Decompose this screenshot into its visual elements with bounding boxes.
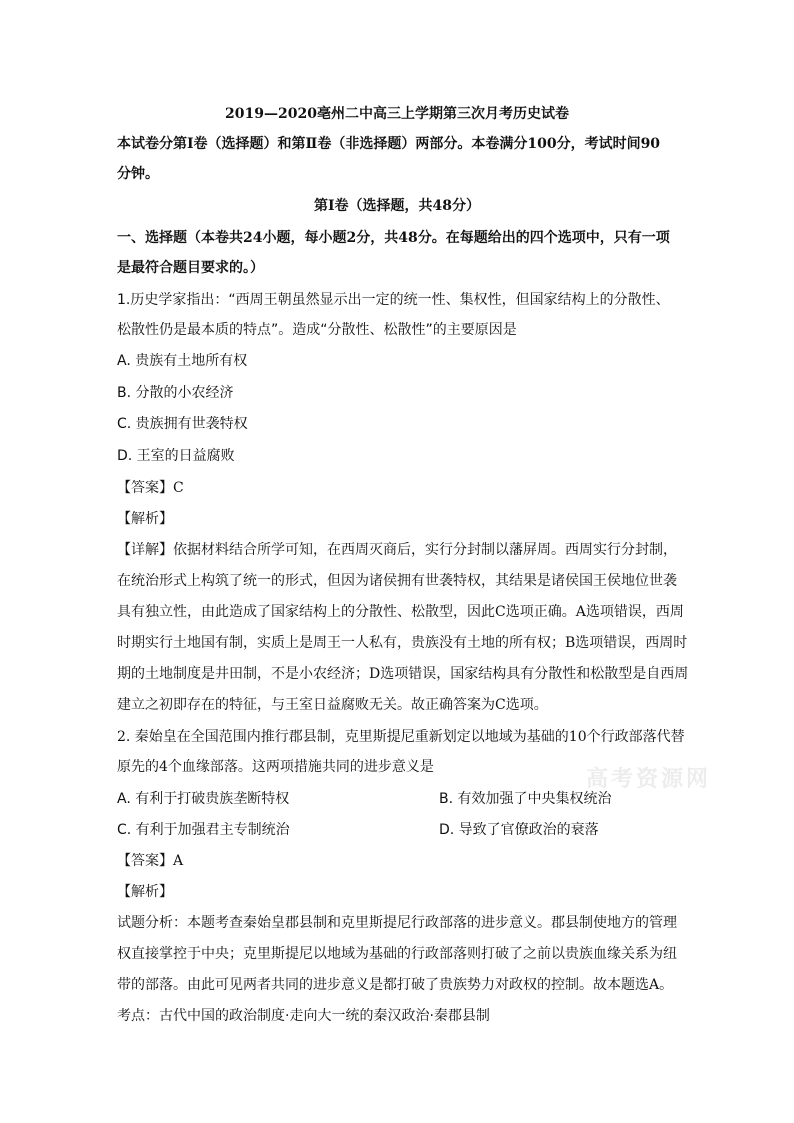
q2-option-b: B. 有效加强了中央集权统治 bbox=[439, 791, 612, 807]
q2-analysis-line: 试题分析：本题考查秦始皇郡县制和克里斯提尼行政部落的进步意义。郡县制使地方的管理 bbox=[117, 915, 677, 931]
q1-detail-line: 期的土地制度是井田制，不是小农经济；D选项错误，国家结构具有分散性和松散型是自西周 bbox=[117, 666, 689, 682]
q1-option-b: B. 分散的小农经济 bbox=[117, 385, 234, 401]
q2-stem-line-2: 原先的4个血缘部落。这两项措施共同的进步意义是 bbox=[117, 759, 434, 775]
q2-answer: 【答案】A bbox=[117, 853, 184, 869]
q1-stem-line-1: 1.历史学家指出：“西周王朝虽然显示出一定的统一性、集权性，但国家结构上的分散性、 bbox=[117, 292, 670, 308]
section-heading-line-1: 一、选择题（本卷共24小题，每小题2分，共48分。在每题给出的四个选项中，只有一项 bbox=[117, 230, 670, 246]
section-heading-line-2: 是最符合题目要求的。） bbox=[117, 260, 264, 276]
q2-analysis-line: 带的部落。由此可见两者共同的进步意义是都打破了贵族势力对政权的控制。故本题选A。 bbox=[117, 977, 674, 993]
watermark-text: 高考资源网 bbox=[586, 767, 712, 792]
q1-option-c: C. 贵族拥有世袭特权 bbox=[117, 416, 248, 432]
q2-analysis-line: 考点：古代中国的政治制度·走向大一统的秦汉政治·秦郡县制 bbox=[117, 1008, 490, 1024]
q1-stem-line-2: 松散性仍是最本质的特点”。造成“分散性、松散性”的主要原因是 bbox=[117, 322, 517, 338]
q1-option-d: D. 王室的日益腐败 bbox=[117, 448, 235, 464]
intro-line-1: 本试卷分第Ⅰ卷（选择题）和第Ⅱ卷（非选择题）两部分。本卷满分100分，考试时间90 bbox=[117, 136, 661, 152]
q1-detail-line: 建立之初即存在的特征，与王室日益腐败无关。故正确答案为C选项。 bbox=[117, 697, 548, 713]
q2-option-c: C. 有利于加强君主专制统治 bbox=[117, 822, 290, 838]
q2-stem-line-1: 2. 秦始皇在全国范围内推行郡县制，克里斯提尼重新划定以地域为基础的10个行政部落代替 bbox=[117, 729, 685, 745]
q1-answer: 【答案】C bbox=[117, 480, 184, 496]
q2-analysis-label: 【解析】 bbox=[117, 884, 173, 900]
q2-analysis-line: 权直接掌控于中央；克里斯提尼以地域为基础的行政部落则打破了之前以贵族血缘关系为纽 bbox=[117, 946, 677, 962]
q1-detail-line: 时期实行土地国有制，实质上是周王一人私有，贵族没有土地的所有权；B选项错误，西周时 bbox=[117, 635, 688, 651]
q2-option-a: A. 有利于打破贵族垄断特权 bbox=[117, 791, 290, 807]
q1-option-a: A. 贵族有土地所有权 bbox=[117, 353, 248, 369]
part1-heading: 第Ⅰ卷（选择题，共48分） bbox=[313, 198, 481, 214]
q1-detail-line: 具有独立性，由此造成了国家结构上的分散性、松散型，因此C选项正确。A选项错误，西周 bbox=[117, 604, 684, 620]
intro-line-2: 分钟。 bbox=[117, 166, 159, 182]
q1-detail-line: 在统治形式上构筑了统一的形式，但因为诸侯拥有世袭特权，其结果是诸侯国王侯地位世袭 bbox=[117, 573, 677, 589]
q1-detail-line: 【详解】依据材料结合所学可知，在西周灭商后，实行分封制以藩屏周。西周实行分封制， bbox=[117, 542, 677, 558]
page-title: 2019—2020亳州二中高三上学期第三次月考历史试卷 bbox=[225, 106, 569, 122]
q2-option-d: D. 导致了官僚政治的衰落 bbox=[439, 822, 599, 838]
q1-analysis-label: 【解析】 bbox=[117, 511, 173, 527]
